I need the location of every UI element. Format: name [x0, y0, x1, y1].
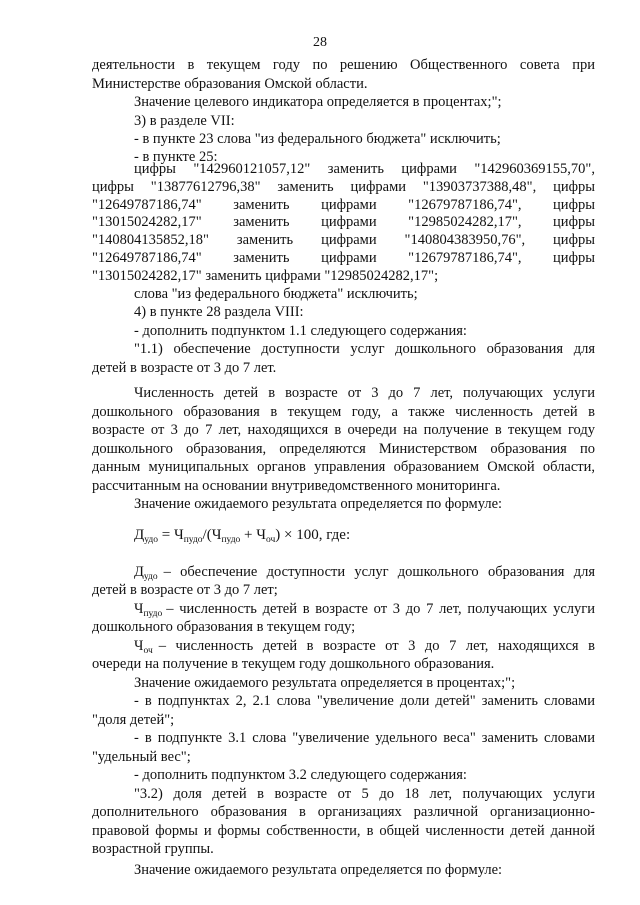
definition-text: – численность детей в возрасте от 3 до 7 лет, находящихся в — [158, 638, 595, 654]
text-line: слова "из федерального бюджета" исключить; — [134, 286, 418, 302]
formula-symbol: $Д_{удо}$ — [134, 527, 158, 545]
definition-symbol: $Ч_{оч}$ — [134, 638, 153, 656]
cell: "12649787186,74" — [92, 249, 202, 266]
text-line: Значение ожидаемого результата определяется по формуле: — [134, 862, 503, 878]
text-line: детей в возрасте от 3 до 7 лет. — [92, 360, 277, 376]
cell: "142960121057,12" — [193, 161, 311, 177]
formula-op: /( — [202, 527, 212, 543]
formula-op: ) × 100, где: — [275, 527, 351, 543]
cell: "12679787186,74", — [408, 196, 522, 213]
formula — [134, 525, 350, 545]
definition-line — [134, 637, 595, 655]
text-line: "удельный вес"; — [92, 749, 191, 765]
text-line: очереди на получение в текущем году дошкольного образования. — [92, 656, 495, 672]
text-line: дошкольного образования в текущем году; — [92, 619, 356, 635]
text-line: дополнительного образования в организациях различной организационно- — [92, 804, 595, 820]
formula-symbol: $Ч_{пудо}$ — [173, 527, 203, 545]
definition-line — [134, 563, 595, 581]
page-number: 28 — [313, 35, 327, 50]
replacement-row — [92, 213, 595, 231]
formula-symbol: $Ч_{оч}$ — [256, 527, 276, 545]
cell: цифры — [553, 249, 595, 266]
cell: "13903737388,48", — [422, 178, 537, 195]
cell: цифры — [553, 232, 595, 249]
cell: "140804135852,18" — [92, 232, 209, 249]
cell: цифрами — [401, 161, 457, 177]
text-line: правовой формы и формы собственности, в общей численности детей данной — [92, 823, 595, 839]
definition-line — [134, 600, 595, 618]
text-line: 4) в пункте 28 раздела VIII: — [134, 304, 304, 320]
text-line: - в пункте 23 слова "из федерального бюджета" исключить; — [134, 131, 501, 147]
cell: цифрами — [321, 196, 377, 213]
cell: цифры — [92, 178, 134, 195]
text-line: - в подпункте 3.1 слова "увеличение удельного веса" заменить словами — [134, 730, 595, 746]
replacement-row — [92, 196, 595, 214]
text-line: дошкольного образования, определяются Министерством образования по — [92, 441, 595, 457]
text-line: - в подпунктах 2, 2.1 слова "увеличение доли детей" заменить словами — [134, 693, 595, 709]
replacement-row — [92, 249, 595, 267]
formula-symbol: $Ч_{пудо}$ — [211, 527, 241, 545]
text-line: - дополнить подпунктом 1.1 следующего содержания: — [134, 323, 467, 339]
cell: заменить — [327, 161, 384, 177]
cell: цифры — [134, 161, 176, 177]
cell: "12649787186,74" — [92, 196, 202, 213]
definition-text: – численность детей в возрасте от 3 до 7 лет, получающих услуги — [166, 601, 595, 617]
cell: "12985024282,17", — [408, 214, 522, 231]
cell: заменить — [233, 214, 290, 231]
text-line: деятельности в текущем году по решению Общественного совета при — [92, 57, 595, 73]
cell: заменить — [233, 249, 290, 266]
text-line: возрастной группы. — [92, 841, 214, 857]
cell: цифрами — [321, 232, 377, 249]
cell: цифры — [553, 196, 595, 213]
definition-symbol: $Д_{удо}$ — [134, 564, 158, 582]
text-line: "3.2) доля детей в возрасте от 5 до 18 лет, получающих услуги — [134, 786, 595, 802]
text-line: Значение ожидаемого результата определяется в процентах;"; — [134, 675, 516, 691]
replacement-row — [92, 231, 595, 249]
cell: цифрами — [350, 178, 407, 195]
cell: "142960369155,70", — [474, 161, 595, 177]
cell: "13015024282,17" — [92, 214, 202, 231]
text-line: данным муниципальных органов управления образованием Омской области, — [92, 459, 595, 475]
text-line: рассчитанным на основании внутриведомственного мониторинга. — [92, 478, 501, 494]
replacement-row — [92, 178, 595, 196]
replacement-row — [134, 160, 595, 178]
text-line: возрасте от 3 до 7 лет, находящихся в очереди на получение в текущем году — [92, 422, 595, 438]
text-line: - дополнить подпунктом 3.2 следующего содержания: — [134, 767, 467, 783]
cell: цифры — [553, 178, 595, 195]
formula-op: = — [157, 527, 174, 543]
text-line: детей в возрасте от 3 до 7 лет; — [92, 582, 278, 598]
cell: заменить — [236, 232, 294, 249]
text-line: 3) в разделе VII: — [134, 113, 235, 129]
text-line: "доля детей"; — [92, 712, 175, 728]
cell: цифрами — [321, 214, 377, 231]
text-line: Значение ожидаемого результата определяется по формуле: — [134, 496, 503, 512]
cell: "140804383950,76", — [404, 232, 526, 249]
formula-op: + — [240, 527, 257, 543]
cell: "12679787186,74", — [408, 249, 522, 266]
cell: заменить — [233, 196, 290, 213]
replacement-block — [92, 160, 595, 285]
replacement-row: "13015024282,17" заменить цифрами "12985024282,17"; — [92, 267, 439, 284]
definition-text: – обеспечение доступности услуг дошкольного образования для — [163, 564, 595, 580]
text-line: Численность детей в возрасте от 3 до 7 лет, получающих услуги — [134, 385, 595, 401]
cell: цифрами — [321, 249, 377, 266]
cell: цифры — [553, 214, 595, 231]
text-line: дошкольного образования в текущем году, а также численность детей в — [92, 404, 595, 420]
definition-symbol: $Ч_{пудо}$ — [134, 601, 163, 619]
text-line: Министерстве образования Омской области. — [92, 76, 368, 92]
text-line: "1.1) обеспечение доступности услуг дошкольного образования для — [134, 341, 595, 357]
text-line: - в пункте 25: — [134, 149, 218, 165]
cell: заменить — [277, 178, 334, 195]
text-line: Значение целевого индикатора определяется в процентах;"; — [134, 94, 502, 110]
cell: "13877612796,38" — [150, 178, 261, 195]
